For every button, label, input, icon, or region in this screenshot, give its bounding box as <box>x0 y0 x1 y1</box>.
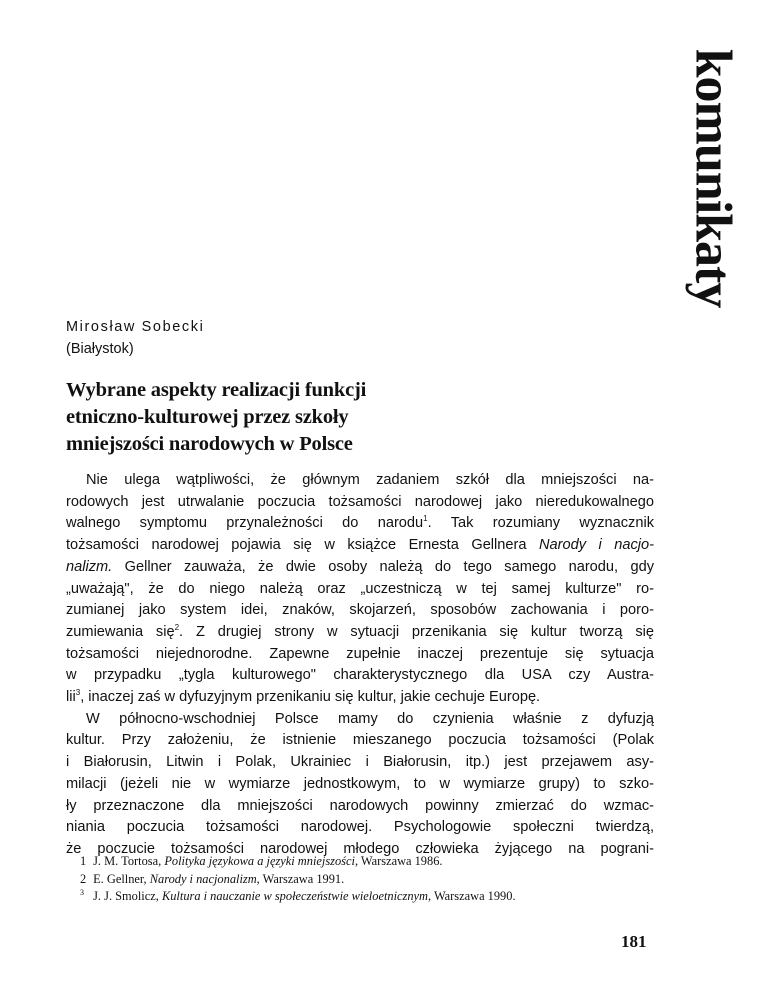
text-line: Nie ulega wątpliwości, że głównym zadaniem szkół dla mniejszości na- <box>86 472 654 488</box>
text-line: milacji (jeżeli nie w wymiarze jednostkowym, to w wymiarze grupy) to szko- <box>66 775 654 792</box>
footnotes <box>66 853 662 906</box>
section-label-text: komunikaty <box>684 48 742 308</box>
title-line: etniczno-kulturowej przez szkoły <box>66 406 349 428</box>
text-line: tożsamości niejednorodne. Zapewne zupełnie inaczej prezentuje się sytuacja <box>66 645 654 662</box>
footnote: $^3$ J. J. Smolicz, Kultura i nauczanie w społeczeństwie wieloetnicznym, Warszawa 1990. <box>80 887 516 903</box>
text-line: lii$^3$, inaczej zaś w dyfuzyjnym przenikaniu się kultur, jakie cechuje Europę. <box>66 688 541 706</box>
text-line: ły przeznaczone dla mniejszości narodowych powinny zmierzać do wzmac- <box>66 797 654 814</box>
text-line: „uważają", że do niego należą oraz „uczestniczą w tej samej kulturze" ro- <box>66 580 654 597</box>
text-line: walnego symptomu przynależności do narodu$^1$. Tak rozumiany wyznacznik <box>66 514 654 532</box>
text-line: zumianej jako system idei, znaków, skojarzeń, sposobów zachowania i poro- <box>66 602 654 619</box>
text-line: W północno-wschodniej Polsce mamy do czynienia właśnie z dyfuzją <box>86 710 654 727</box>
footnote: 1 J. M. Tortosa, Polityka językowa a języki mniejszości, Warszawa 1986. <box>80 854 443 868</box>
author-name: Mirosław Sobecki <box>66 319 205 335</box>
title-line: mniejszości narodowych w Polsce <box>66 433 353 455</box>
footnote-ref: 3 <box>75 688 81 698</box>
text-line: i Białorusin, Litwin i Polak, Ukrainiec i Białorusin, itp.) jest przejawem asy- <box>66 754 654 771</box>
title-line: Wybrane aspekty realizacji funkcji <box>66 379 367 401</box>
text-line: zumiewania się$^2$. Z drugiej strony w sytuacji przenikania się kultur tworzą się <box>66 623 654 640</box>
text-line: że poczucie tożsamości narodowej młodego człowieka żyjącego na pograni- <box>66 840 654 857</box>
section-label <box>677 28 747 328</box>
article-title <box>66 377 486 458</box>
text-line: w przypadku „tygla kulturowego" charakterystycznego dla USA czy Austra- <box>66 667 654 684</box>
text-line: niania poczucia tożsamości narodowej. Psychologowie społeczni twierdzą, <box>66 819 654 836</box>
article-body-text <box>66 470 654 861</box>
footnote: 2 E. Gellner, Narody i nacjonalizm, Warszawa 1991. <box>80 871 345 886</box>
text-line: tożsamości narodowej pojawia się w książce Ernesta Gellnera Narody i nacjo- <box>66 537 654 554</box>
text-line: nalizm. Gellner zauważa, że dwie osoby należą do tego samego narodu, gdy <box>66 558 654 575</box>
text-line: rodowych jest utrwalanie poczucia tożsamości narodowej jako nieredukowalnego <box>66 493 654 510</box>
book-title: nalizm. <box>66 558 113 575</box>
footnote-ref: 2 <box>174 623 180 633</box>
page-number: 181 <box>621 932 647 951</box>
text-line: kultur. Przy założeniu, że istnienie mieszanego poczucia tożsamości (Polak <box>66 732 654 749</box>
author-affiliation: (Białystok) <box>66 341 134 357</box>
book-title: Narody i nacjo- <box>538 537 654 554</box>
footnote-ref: 1 <box>423 514 428 524</box>
